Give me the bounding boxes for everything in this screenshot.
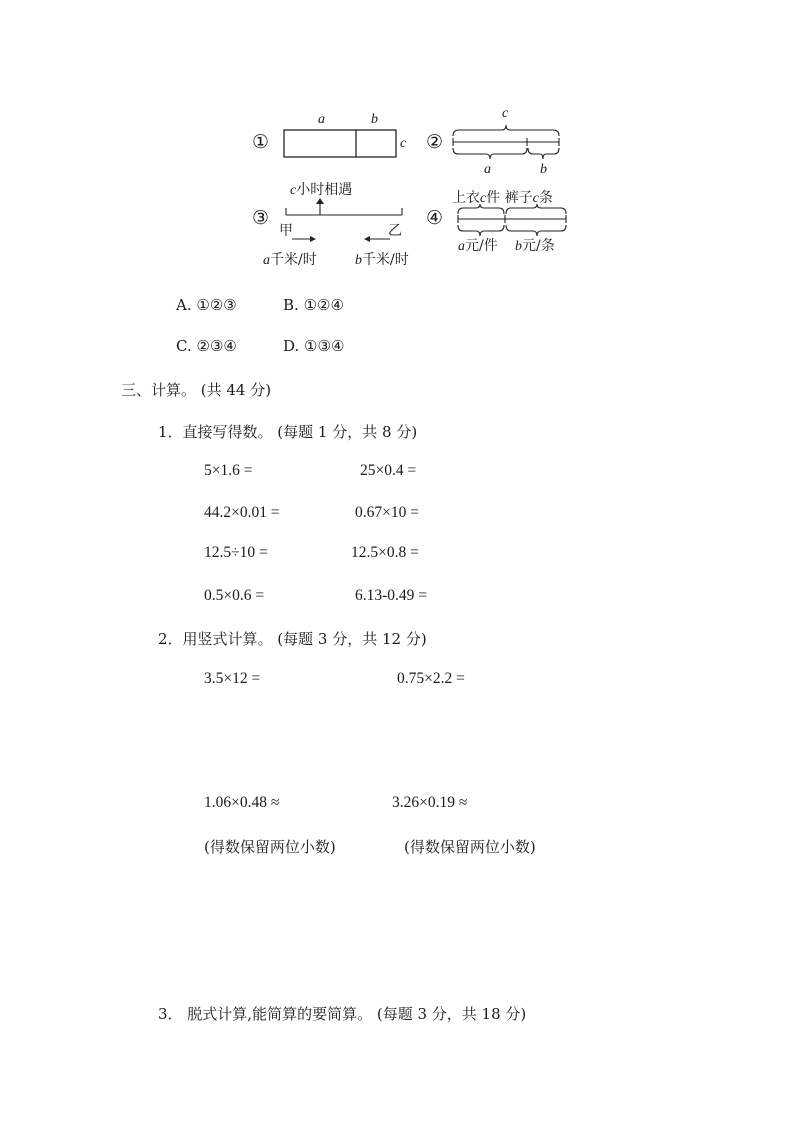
q1-expr-5: 12.5÷10 =: [204, 544, 268, 561]
q1-expr-3: 44.2×0.01 =: [204, 504, 280, 521]
diagram-3-speed-a: [263, 249, 317, 269]
diagram-3-speed-b: [355, 249, 409, 269]
diagram-3-var-a: a: [263, 253, 270, 268]
option-c-value: ②③④: [196, 337, 237, 355]
question-2-title: 2．用竖式计算。 (每题 3 分，共 12 分): [158, 630, 427, 648]
diagram-4-unit-b: 元/条: [522, 238, 555, 254]
diagram-4-price-a: [458, 235, 498, 255]
option-c[interactable]: [176, 337, 237, 355]
diagram-4-var-a: a: [458, 239, 465, 254]
question-3-title: 3． 脱式计算,能简算的要简算。 (每题 3 分，共 18 分): [158, 1005, 527, 1023]
question-1-title: 1．直接写得数。 (每题 1 分，共 8 分): [158, 423, 418, 441]
diagram-3-unit-a: 千米/时: [270, 252, 317, 268]
section-3-title: 三、计算。 (共 44 分): [121, 381, 272, 399]
diagram-1-label-b: b: [371, 112, 378, 127]
diagram-3-marker: ③: [252, 207, 270, 229]
option-a-value: ①②③: [196, 296, 237, 314]
diagram-1-rectangle: [282, 128, 398, 160]
q2-expr-4: 3.26×0.19 ≈: [392, 794, 468, 811]
diagram-4-segment: [455, 203, 571, 239]
diagram-1-marker: ①: [252, 131, 270, 153]
diagram-2-marker: ②: [426, 131, 444, 153]
option-d-letter: D.: [283, 337, 300, 355]
diagram-3-meet-text: 小时相遇: [296, 182, 353, 198]
diagram-1-label-a: a: [318, 112, 325, 127]
q2-expr-1: 3.5×12 =: [204, 670, 261, 687]
option-a-letter: A.: [176, 296, 192, 314]
option-c-letter: C.: [176, 337, 192, 355]
q1-expr-7: 0.5×0.6 =: [204, 587, 265, 604]
q2-expr-2: 0.75×2.2 =: [397, 670, 465, 687]
diagram-4-marker: ④: [426, 207, 444, 229]
diagram-2-label-b: b: [540, 162, 547, 177]
diagram-4-text-3: 条: [538, 190, 553, 206]
diagram-2-label-c: c: [502, 106, 509, 121]
q1-expr-2: 25×0.4 =: [360, 462, 417, 479]
q2-expr-3: 1.06×0.48 ≈: [204, 794, 280, 811]
diagram-2-segment: [450, 122, 564, 164]
diagram-2-label-a: a: [484, 162, 491, 177]
q1-expr-4: 0.67×10 =: [355, 504, 419, 521]
diagram-3-unit-b: 千米/时: [362, 252, 409, 268]
diagram-3-arrows: [290, 233, 400, 245]
q1-expr-6: 12.5×0.8 =: [351, 544, 419, 561]
diagram-4-var-c2: c: [532, 191, 539, 206]
diagram-3-var-c: c: [290, 183, 297, 198]
q2-note-right: (得数保留两位小数): [404, 838, 536, 856]
option-b-letter: B.: [283, 296, 299, 314]
diagram-4-var-b: b: [515, 239, 522, 254]
diagram-3-var-b: b: [355, 253, 362, 268]
diagram-4-price-b: [515, 235, 555, 255]
diagram-4-text-2: 件 裤子: [486, 190, 533, 206]
q1-expr-8: 6.13-0.49 =: [355, 587, 428, 604]
option-d[interactable]: [283, 337, 344, 355]
q1-expr-1: 5×1.6 =: [204, 462, 253, 479]
diagram-3-start-yi: 乙: [388, 223, 402, 239]
q2-note-left: (得数保留两位小数): [204, 838, 336, 856]
diagram-4-unit-a: 元/件: [465, 238, 498, 254]
diagram-3-start-jia: 甲: [279, 223, 293, 239]
option-d-value: ①③④: [304, 337, 345, 355]
diagram-1-label-c: c: [400, 136, 407, 151]
diagram-4-var-c1: c: [480, 191, 487, 206]
option-b[interactable]: [283, 296, 344, 314]
diagram-4-text-1: 上衣: [452, 190, 480, 206]
option-b-value: ①②④: [303, 296, 344, 314]
option-a[interactable]: [176, 296, 237, 314]
